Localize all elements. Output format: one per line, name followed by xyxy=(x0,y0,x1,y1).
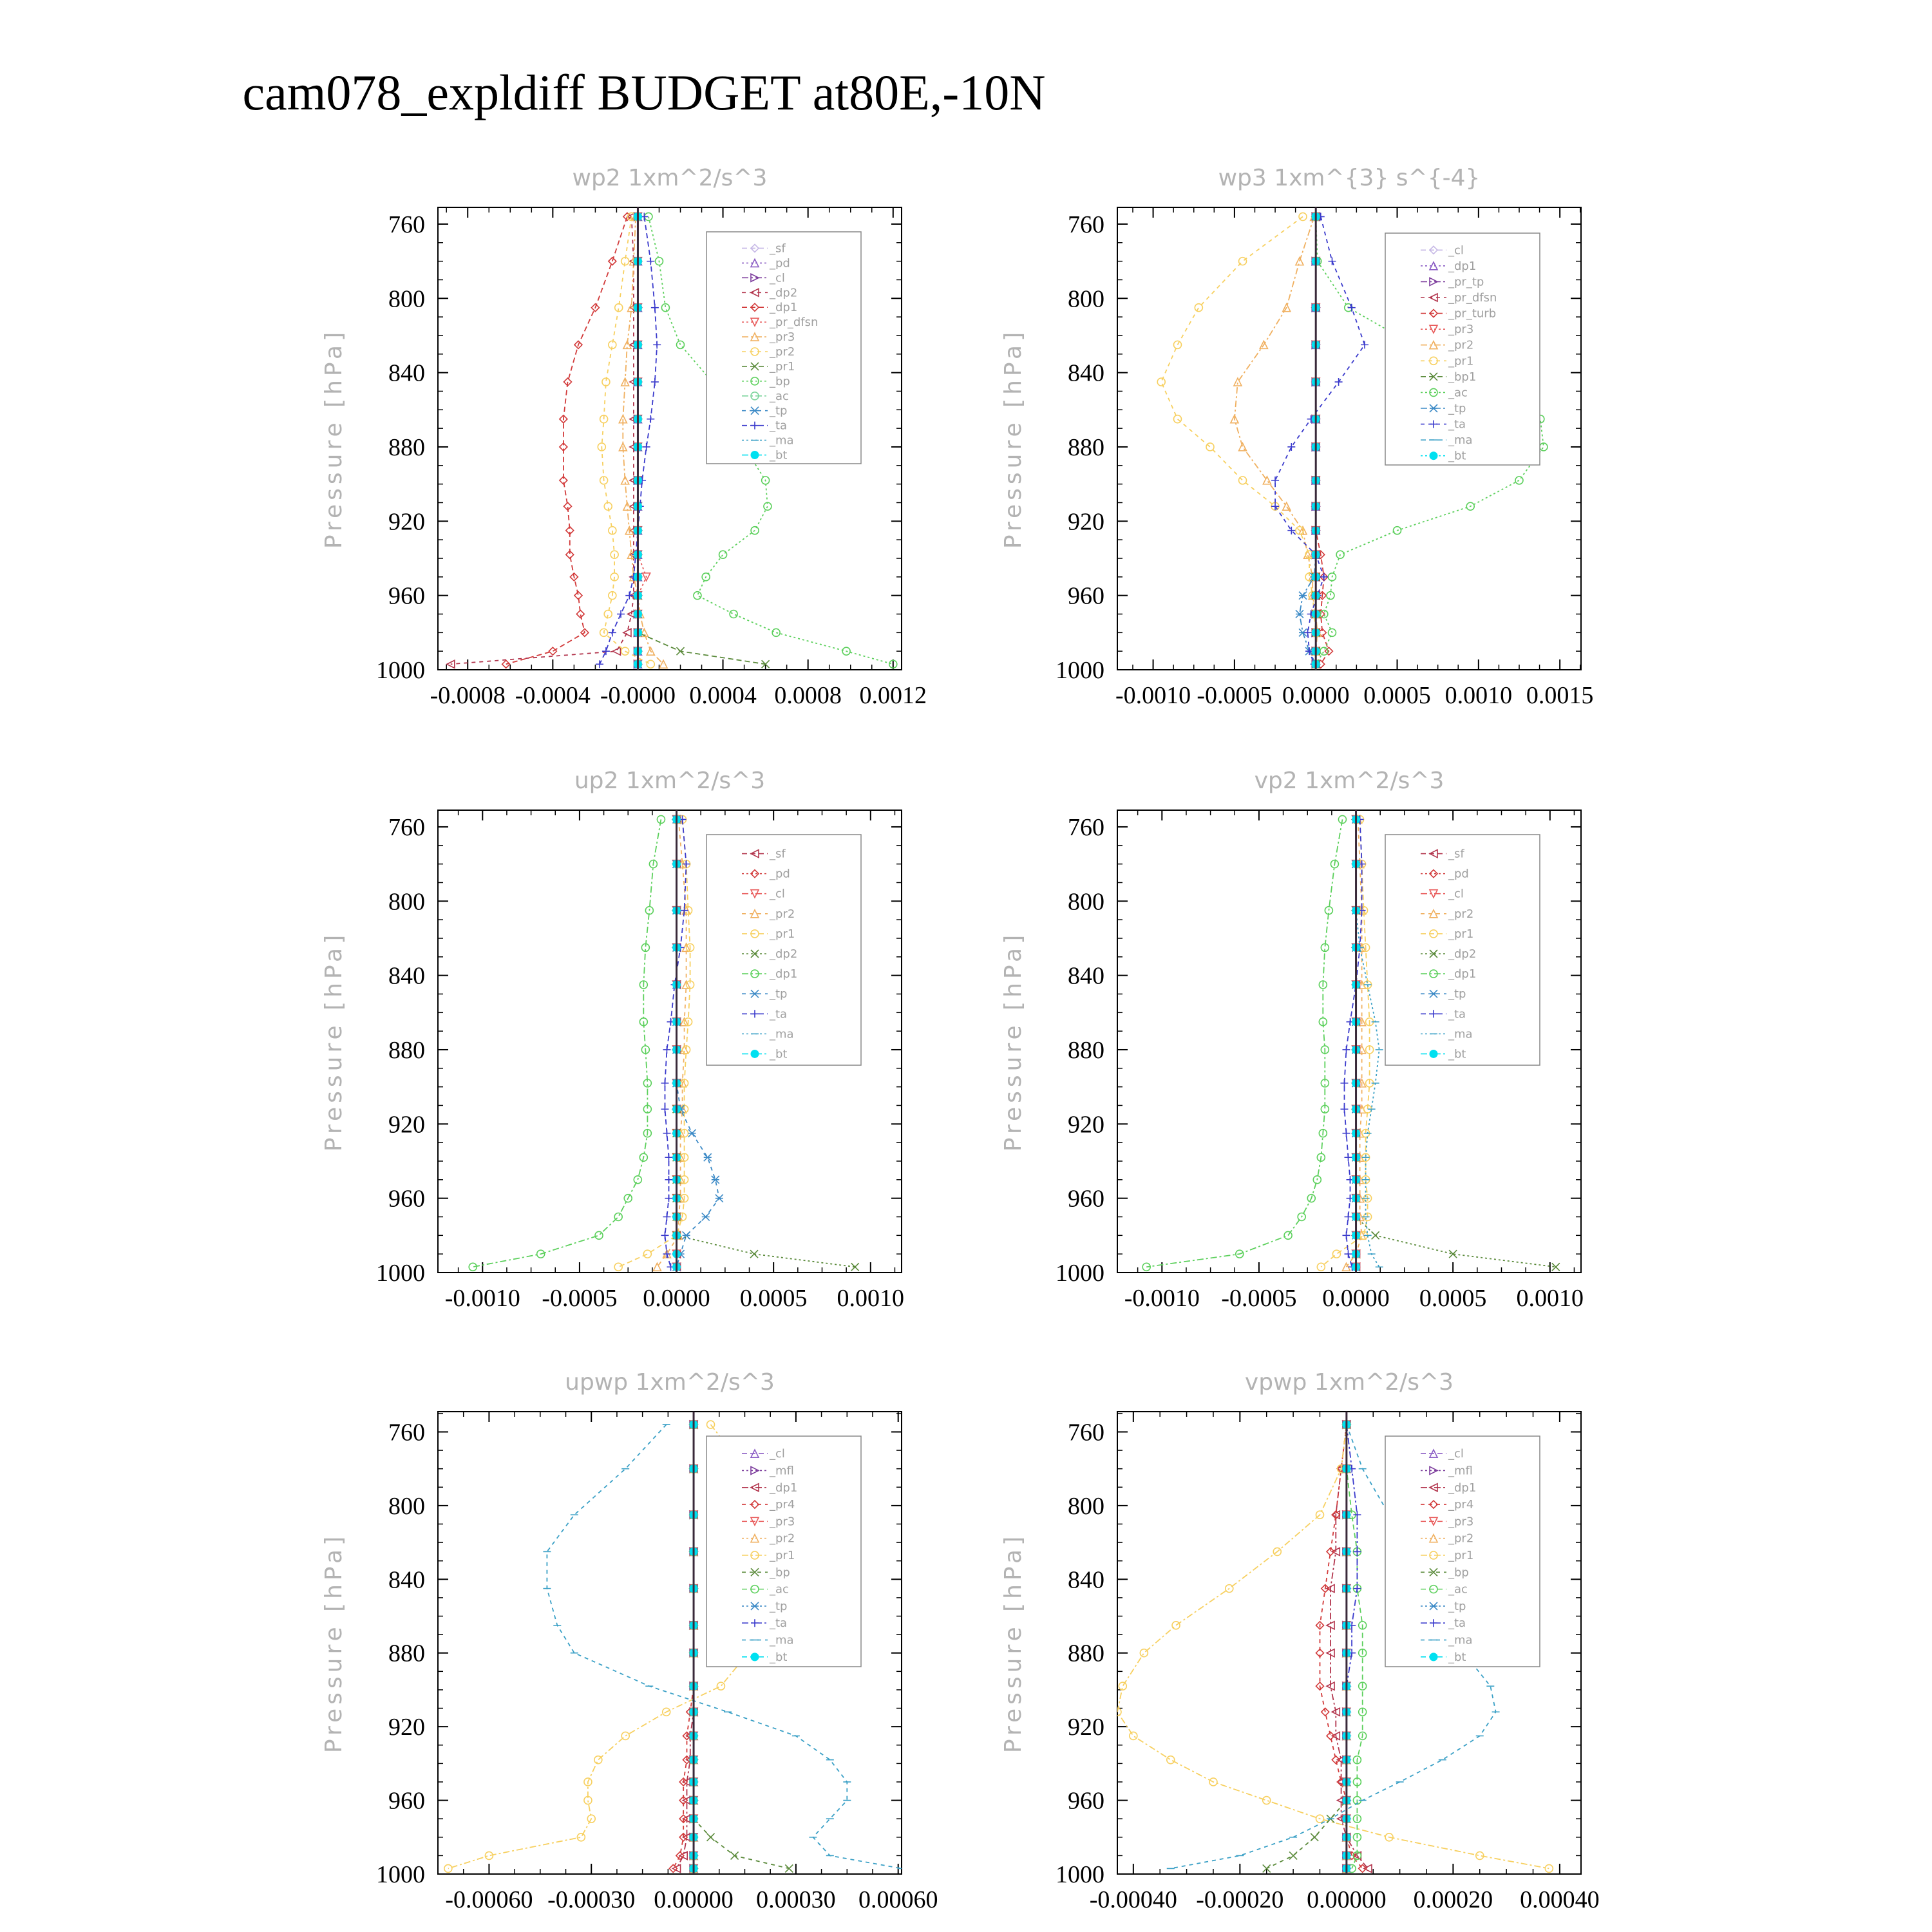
x-tick-label: -0.0005 xyxy=(1197,682,1273,709)
data-point_pr1 xyxy=(1332,1250,1340,1258)
data-point_ta xyxy=(1340,1105,1348,1113)
legend-wp3 xyxy=(1385,233,1540,465)
x-tick-label: 0.0005 xyxy=(1419,1285,1487,1312)
x-tick-label: 0.0008 xyxy=(774,682,842,709)
x-tick-label: 0.00000 xyxy=(1307,1886,1387,1913)
legend-entry_cl: _cl xyxy=(770,1447,785,1461)
data-point_dp1 xyxy=(576,610,584,618)
legend-entry_ac: _ac xyxy=(1448,386,1468,400)
legend-entry_dp2: _dp2 xyxy=(770,286,798,300)
data-point_ta xyxy=(665,1195,672,1202)
data-point_bp xyxy=(785,1864,793,1872)
legend-entry_ta: _ta xyxy=(1448,1007,1466,1021)
data-point_bp xyxy=(730,610,737,618)
data-point_ta xyxy=(661,1079,668,1087)
data-point_pr1 xyxy=(1140,1649,1148,1657)
y-tick-label: 960 xyxy=(388,1185,425,1213)
legend-entry_sf: _sf xyxy=(770,847,786,861)
data-point_ta xyxy=(1320,573,1328,581)
panels xyxy=(321,165,1600,1913)
legend-entry_tp: _tp xyxy=(1448,402,1466,415)
y-axis-label-wp2: Pressure [hPa] xyxy=(321,328,347,549)
legend-entry_pr3: _pr3 xyxy=(770,1515,795,1529)
data-point_pr1 xyxy=(1195,304,1202,312)
x-tick-label: 0.0000 xyxy=(1282,682,1350,709)
legend-entry_bt: _bt xyxy=(770,448,788,462)
legend-marker xyxy=(1430,1653,1437,1661)
panel-upwp xyxy=(321,1369,938,1913)
data-point_pr2 xyxy=(604,610,612,618)
y-tick-label: 840 xyxy=(1068,962,1104,990)
data-point_ta xyxy=(1340,1079,1348,1087)
data-point_pr4 xyxy=(1332,1756,1340,1764)
series-line_dp1 xyxy=(473,819,661,1267)
data-point_ta xyxy=(1335,378,1343,386)
legend-entry_pr1: _pr1 xyxy=(1448,354,1474,368)
legend-entry_dp2: _dp2 xyxy=(770,947,798,961)
data-point_pr1 xyxy=(1157,378,1165,386)
legend-marker xyxy=(751,451,759,459)
y-tick-label: 920 xyxy=(1068,1111,1104,1139)
y-axis-label-up2: Pressure [hPa] xyxy=(321,931,347,1152)
panel-up2 xyxy=(321,768,904,1312)
series-line_bp xyxy=(1267,1425,1347,1868)
data-point_ta xyxy=(651,304,659,312)
y-tick-label: 920 xyxy=(1068,1714,1104,1741)
panel-title-wp3: wp3 1xm^{3} s^{-4} xyxy=(1218,165,1481,191)
data-point_ta xyxy=(661,1105,668,1113)
data-point_pr1 xyxy=(1317,1263,1325,1271)
y-axis-label-upwp: Pressure [hPa] xyxy=(321,1532,347,1754)
data-point_ta xyxy=(617,610,625,618)
data-point_pr1 xyxy=(1206,443,1214,451)
legend-entry_bt: _bt xyxy=(1448,1650,1466,1664)
y-tick-label: 760 xyxy=(388,813,425,841)
data-point_pr1 xyxy=(1263,1797,1271,1804)
data-point_ac xyxy=(1320,647,1328,655)
legend-entry_ma: _ma xyxy=(770,1027,794,1041)
legend-entry_pd: _pd xyxy=(770,256,790,270)
data-point_dp2 xyxy=(750,1250,758,1258)
series-line_ta xyxy=(600,216,657,664)
y-tick-label: 800 xyxy=(388,1492,425,1520)
x-tick-label: 0.00000 xyxy=(654,1886,734,1913)
legend-entry_dp1: _dp1 xyxy=(1448,259,1477,273)
y-tick-label: 880 xyxy=(388,433,425,461)
legend-entry_pr3: _pr3 xyxy=(770,330,795,345)
data-point_bp xyxy=(1311,1833,1318,1841)
y-tick-label: 840 xyxy=(388,962,425,990)
data-point_dp1 xyxy=(614,1213,622,1220)
y-tick-label: 760 xyxy=(1068,1419,1104,1446)
legend-entry_pr1: _pr1 xyxy=(770,359,795,374)
legend-entry_ma: _ma xyxy=(1448,1633,1473,1647)
data-point_pr1 xyxy=(1173,415,1181,423)
data-point_ta xyxy=(602,647,610,655)
y-axis-label-wp3: Pressure [hPa] xyxy=(1000,328,1027,549)
data-point_dp1 xyxy=(502,660,510,668)
data-point_ac xyxy=(1327,592,1334,600)
x-tick-label: 0.0005 xyxy=(1363,682,1431,709)
data-point_ta xyxy=(1287,443,1295,451)
data-point_ta xyxy=(1348,304,1356,312)
data-point_ta xyxy=(1328,258,1336,265)
data-point_dp2 xyxy=(623,629,631,636)
legend-entry_tp: _tp xyxy=(770,1599,788,1613)
data-point_ta xyxy=(651,378,659,386)
data-point_pr1 xyxy=(594,1756,602,1764)
legend-entry_bp1: _bp1 xyxy=(1448,370,1477,384)
legend-entry_sf: _sf xyxy=(770,242,786,256)
data-point_ta xyxy=(1342,1046,1350,1054)
legend-entry_bt: _bt xyxy=(770,1650,788,1664)
data-point_tp xyxy=(688,1130,696,1137)
panel-title-up2: up2 1xm^2/s^3 xyxy=(574,768,766,794)
y-tick-label: 880 xyxy=(1068,1036,1104,1064)
y-tick-label: 1000 xyxy=(376,657,425,684)
data-point_bp xyxy=(677,341,685,348)
legend-entry_pr2: _pr2 xyxy=(770,345,795,359)
data-point_ac xyxy=(1515,477,1523,484)
data-point_dp2 xyxy=(851,1263,859,1271)
x-tick-label: -0.0005 xyxy=(542,1285,618,1312)
y-tick-label: 1000 xyxy=(1056,1260,1104,1287)
legend-entry_dp1: _dp1 xyxy=(770,301,798,315)
data-point_dp2 xyxy=(1372,1231,1379,1239)
legend-entry_pr2: _pr2 xyxy=(1448,338,1474,352)
legend-wp2 xyxy=(706,232,861,464)
data-point_bp xyxy=(772,629,780,636)
y-tick-label: 800 xyxy=(388,888,425,916)
x-tick-label: -0.0010 xyxy=(1115,682,1191,709)
legend-entry_pr1: _pr1 xyxy=(1448,1549,1474,1562)
data-point_ta xyxy=(663,1130,670,1137)
data-point_pr2 xyxy=(1234,378,1242,386)
y-tick-label: 800 xyxy=(1068,888,1104,916)
legend-entry_ta: _ta xyxy=(770,419,788,433)
y-tick-label: 960 xyxy=(1068,582,1104,610)
y-tick-label: 1000 xyxy=(1056,657,1104,684)
panel-title-upwp: upwp 1xm^2/s^3 xyxy=(565,1369,775,1396)
data-point_bp xyxy=(719,551,727,558)
data-point_pr1 xyxy=(1545,1864,1553,1872)
legend-entry_bt: _bt xyxy=(1448,1047,1466,1061)
data-point_bp xyxy=(707,1833,715,1841)
legend-entry_cl: _cl xyxy=(1448,243,1464,258)
y-tick-label: 880 xyxy=(388,1036,425,1064)
x-tick-label: 0.0012 xyxy=(859,682,927,709)
panel-title-vp2: vp2 1xm^2/s^3 xyxy=(1254,768,1444,794)
legend-entry_pr_tp: _pr_tp xyxy=(1448,275,1484,289)
legend-entry_pr3: _pr3 xyxy=(1448,323,1474,337)
legend-entry_tp: _tp xyxy=(1448,1599,1466,1613)
data-point_pr1 xyxy=(643,1250,651,1258)
data-point_tp xyxy=(715,1195,723,1202)
x-tick-label: -0.00060 xyxy=(445,1886,533,1913)
legend-entry_mfl: _mfl xyxy=(1448,1464,1473,1478)
data-point_pr1 xyxy=(1130,1732,1137,1739)
data-point_ta xyxy=(1271,477,1279,484)
legend-entry_bt: _bt xyxy=(770,1047,788,1061)
legend-entry_ma: _ma xyxy=(770,1633,794,1647)
y-tick-label: 760 xyxy=(1068,211,1104,238)
x-tick-label: -0.0004 xyxy=(515,682,591,709)
legend-entry_dp2: _dp2 xyxy=(1448,947,1477,961)
legend-entry_tp: _tp xyxy=(1448,987,1466,1001)
legend-entry_ac: _ac xyxy=(1448,1582,1468,1596)
data-point_ta xyxy=(647,415,654,423)
y-tick-label: 880 xyxy=(1068,1640,1104,1667)
data-point_ta xyxy=(1344,1250,1352,1258)
legend-entry_pr1: _pr1 xyxy=(770,927,795,941)
series-line_pr2 xyxy=(657,819,686,1267)
series-line_dp2 xyxy=(451,216,634,664)
x-tick-label: -0.0000 xyxy=(600,682,676,709)
y-tick-label: 760 xyxy=(1068,813,1104,841)
data-point_bp xyxy=(1289,1852,1297,1859)
legend-entry_pr4: _pr4 xyxy=(1448,1498,1474,1512)
y-tick-label: 1000 xyxy=(376,1260,425,1287)
data-point_ta xyxy=(647,258,654,265)
y-tick-label: 760 xyxy=(388,211,425,238)
x-tick-label: 0.0005 xyxy=(739,1285,808,1312)
legend-entry_bp: _bp xyxy=(770,374,790,388)
y-tick-label: 960 xyxy=(388,582,425,610)
data-point_tp xyxy=(683,1231,690,1239)
legend-entry_pr1: _pr1 xyxy=(770,1549,795,1562)
legend-entry_cl: _cl xyxy=(1448,1447,1464,1461)
data-point_ta xyxy=(663,1046,670,1054)
data-point_ta xyxy=(1361,341,1368,348)
legend-entry_ta: _ta xyxy=(1448,1616,1466,1631)
data-point_bp xyxy=(661,304,669,312)
y-tick-label: 920 xyxy=(388,1111,425,1139)
data-point_ta xyxy=(1342,1130,1350,1137)
data-point_ta xyxy=(643,443,650,451)
x-tick-label: -0.0010 xyxy=(1124,1285,1200,1312)
data-point_pr1 xyxy=(614,1263,622,1271)
x-tick-label: 0.0000 xyxy=(643,1285,710,1312)
x-tick-label: 0.00030 xyxy=(756,1886,836,1913)
x-tick-label: 0.0010 xyxy=(1516,1285,1584,1312)
legend-entry_bp: _bp xyxy=(770,1566,790,1580)
x-tick-label: -0.00030 xyxy=(547,1886,636,1913)
data-point_ta xyxy=(1344,1153,1352,1161)
data-point_ta xyxy=(665,1153,672,1161)
legend-entry_cl: _cl xyxy=(770,271,785,285)
y-tick-label: 800 xyxy=(388,285,425,313)
y-tick-label: 840 xyxy=(1068,1566,1104,1594)
y-tick-label: 880 xyxy=(388,1640,425,1667)
y-tick-label: 920 xyxy=(1068,508,1104,536)
data-point_ta xyxy=(653,341,661,348)
data-point_pr1 xyxy=(444,1864,452,1872)
data-point_pr1 xyxy=(621,1732,629,1739)
legend-marker xyxy=(1430,452,1437,460)
panel-title-wp2: wp2 1xm^2/s^3 xyxy=(572,165,768,191)
x-tick-label: -0.0010 xyxy=(444,1285,520,1312)
y-tick-label: 960 xyxy=(388,1787,425,1815)
panel-vp2 xyxy=(1000,768,1584,1312)
x-tick-label: 0.00020 xyxy=(1413,1886,1493,1913)
y-tick-label: 920 xyxy=(388,1714,425,1741)
y-axis-label-vp2: Pressure [hPa] xyxy=(1000,931,1027,1152)
legend-entry_pr4: _pr4 xyxy=(770,1498,795,1512)
y-tick-label: 960 xyxy=(1068,1787,1104,1815)
data-point_dp1 xyxy=(595,1231,603,1239)
panel-wp3 xyxy=(1000,165,1593,709)
data-point_ta xyxy=(625,592,633,600)
data-point_pr2 xyxy=(647,660,654,668)
x-tick-label: 0.00060 xyxy=(858,1886,938,1913)
data-point_dp1 xyxy=(549,647,556,655)
x-tick-label: -0.0005 xyxy=(1221,1285,1297,1312)
legend-entry_tp: _tp xyxy=(770,404,788,418)
legend-entry_cl: _cl xyxy=(1448,887,1464,901)
x-tick-label: 0.0004 xyxy=(689,682,757,709)
y-tick-label: 840 xyxy=(388,359,425,387)
legend-entry_dp1: _dp1 xyxy=(1448,967,1477,981)
legend-marker xyxy=(751,1050,759,1057)
legend-entry_pr2: _pr2 xyxy=(770,907,795,921)
x-tick-label: 0.00040 xyxy=(1520,1886,1600,1913)
y-tick-label: 960 xyxy=(1068,1185,1104,1213)
y-tick-label: 1000 xyxy=(376,1861,425,1888)
data-point_bp xyxy=(694,592,701,600)
data-point_tp xyxy=(704,1153,712,1161)
panel-wp2 xyxy=(321,165,927,709)
x-tick-label: -0.00040 xyxy=(1089,1886,1177,1913)
legend-entry_pr2: _pr2 xyxy=(770,1531,795,1546)
legend-entry_pr_dfsn: _pr_dfsn xyxy=(770,316,819,330)
legend-entry_dp1: _dp1 xyxy=(1448,1481,1477,1495)
data-point_ta xyxy=(609,629,616,636)
y-tick-label: 840 xyxy=(388,1566,425,1594)
panel-vpwp xyxy=(1000,1369,1600,1913)
legend-entry_dp1: _dp1 xyxy=(770,967,798,981)
x-tick-label: -0.0008 xyxy=(430,682,506,709)
y-tick-label: 760 xyxy=(388,1419,425,1446)
panel-title-vpwp: vpwp 1xm^2/s^3 xyxy=(1244,1369,1454,1396)
data-point_pr2 xyxy=(1239,443,1247,451)
figure-title: cam078_expldiff BUDGET at80E,-10N xyxy=(242,64,1046,120)
legend-entry_pr2: _pr2 xyxy=(1448,1531,1474,1546)
legend-entry_ac: _ac xyxy=(770,1582,789,1596)
legend-marker xyxy=(1430,1050,1437,1057)
x-tick-label: 0.0010 xyxy=(837,1285,905,1312)
legend-vpwp xyxy=(1385,1436,1540,1667)
legend-entry_pr_dfsn: _pr_dfsn xyxy=(1448,291,1497,305)
data-point_ta xyxy=(665,1176,672,1184)
data-point_ta xyxy=(1344,1213,1352,1220)
y-axis-label-vpwp: Pressure [hPa] xyxy=(1000,1532,1027,1754)
x-tick-label: 0.0010 xyxy=(1444,682,1513,709)
data-point_ta xyxy=(663,1213,670,1220)
legend-vp2 xyxy=(1385,835,1540,1065)
x-tick-label: 0.0000 xyxy=(1322,1285,1390,1312)
legend-entry_ta: _ta xyxy=(770,1616,788,1631)
legend-entry_pd: _pd xyxy=(770,867,790,881)
legend-entry_pr2: _pr2 xyxy=(1448,907,1474,921)
data-point_ta xyxy=(1342,1231,1350,1239)
legend-entry_mfl: _mfl xyxy=(770,1464,794,1478)
data-point_pr1 xyxy=(1172,1622,1180,1629)
series-line_dp1 xyxy=(1146,819,1342,1267)
legend-entry_cl: _cl xyxy=(770,887,785,901)
data-point_tp xyxy=(702,1213,710,1220)
data-point_ta xyxy=(596,660,603,668)
data-point_pr1 xyxy=(1239,477,1247,484)
legend-entry_pr_turb: _pr_turb xyxy=(1448,307,1497,321)
legend-entry_bp: _bp xyxy=(1448,1566,1469,1580)
data-point_ta xyxy=(661,1231,668,1239)
legend-entry_bt: _bt xyxy=(1448,449,1466,463)
legend-upwp xyxy=(706,1436,861,1667)
data-point_pr1 xyxy=(1239,258,1247,265)
y-tick-label: 920 xyxy=(388,508,425,536)
legend-entry_ta: _ta xyxy=(770,1007,788,1021)
y-tick-label: 800 xyxy=(1068,1492,1104,1520)
legend-marker xyxy=(751,1653,759,1661)
y-tick-label: 880 xyxy=(1068,433,1104,461)
legend-entry_ma: _ma xyxy=(1448,433,1473,448)
legend-entry_ma: _ma xyxy=(1448,1027,1473,1041)
legend-entry_pr1: _pr1 xyxy=(1448,927,1474,941)
x-tick-label: 0.0015 xyxy=(1526,682,1594,709)
legend-entry_ta: _ta xyxy=(1448,417,1466,431)
x-tick-label: -0.00020 xyxy=(1196,1886,1284,1913)
data-point_bp xyxy=(731,1852,739,1859)
legend-entry_ma: _ma xyxy=(770,433,794,448)
data-point_pr1 xyxy=(717,1682,724,1690)
y-tick-label: 800 xyxy=(1068,285,1104,313)
y-tick-label: 1000 xyxy=(1056,1861,1104,1888)
legend-entry_pr3: _pr3 xyxy=(1448,1515,1474,1529)
legend-up2 xyxy=(706,835,861,1065)
legend-entry_ac: _ac xyxy=(770,389,789,403)
data-point_pr1 xyxy=(1167,1756,1175,1764)
y-tick-label: 840 xyxy=(1068,359,1104,387)
legend-entry_tp: _tp xyxy=(770,987,788,1001)
legend-entry_sf: _sf xyxy=(1448,847,1464,861)
legend-entry_dp1: _dp1 xyxy=(770,1481,798,1495)
legend-entry_pd: _pd xyxy=(1448,867,1469,881)
